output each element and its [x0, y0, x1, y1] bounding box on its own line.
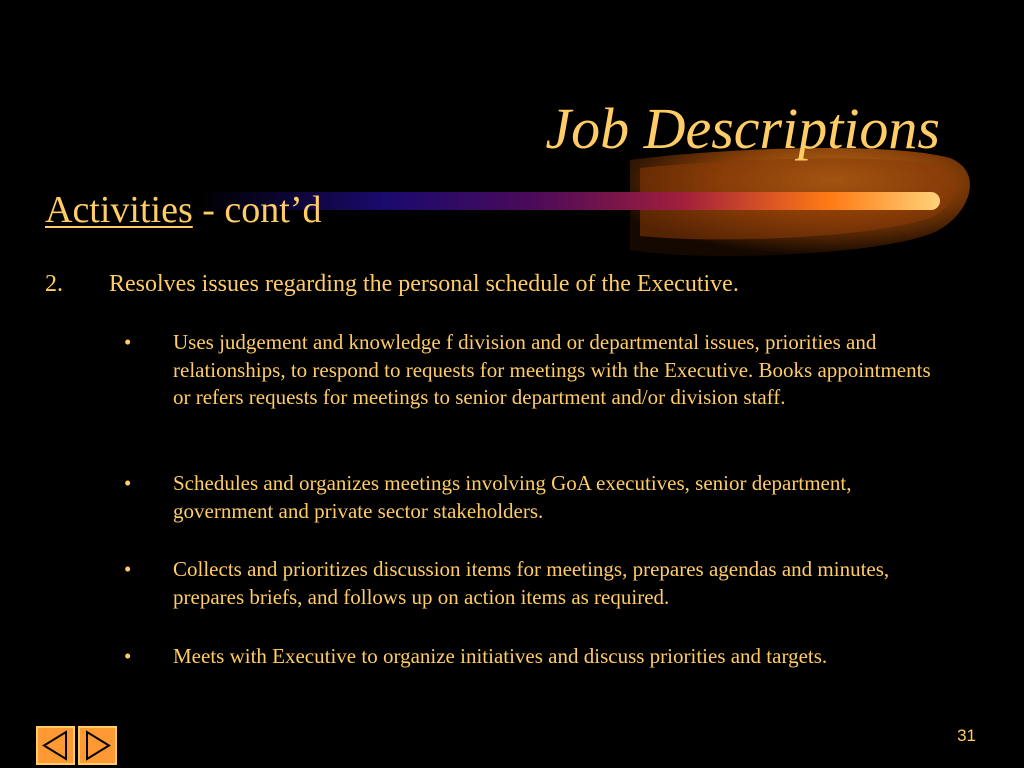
section-heading-underlined: Activities [45, 189, 193, 231]
item-number: 2. [45, 271, 63, 297]
triangle-left-icon [38, 728, 73, 763]
bullet-marker: • [124, 330, 132, 354]
bullet-marker: • [124, 644, 132, 668]
previous-slide-button[interactable] [36, 726, 75, 765]
next-slide-button[interactable] [78, 726, 117, 765]
bullet-text: Meets with Executive to organize initiatives and discuss priorities and targets. [173, 644, 828, 668]
triangle-right-icon [80, 728, 115, 763]
bullet-marker: • [124, 471, 132, 495]
section-heading [45, 188, 322, 232]
bullet-text: Collects and prioritizes discussion items for meetings, prepares agendas and minutes, prepares briefs, and follows up on action items as required. [173, 557, 890, 609]
page-number: 31 [957, 726, 976, 745]
item-text: Resolves issues regarding the personal schedule of the Executive. [109, 271, 739, 297]
bullet-text: Uses judgement and knowledge f division and or departmental issues, priorities and relationships, to respond to requests for meetings with the Executive. Books appointments or refers requests for meetings to senior department and/or division staff. [173, 330, 931, 409]
section-heading-suffix: - cont’d [192, 189, 322, 231]
slide-title: Job Descriptions [545, 96, 940, 161]
bullet-marker: • [124, 557, 132, 581]
bullet-text: Schedules and organizes meetings involving GoA executives, senior department, government and private sector stakeholders. [173, 471, 852, 523]
